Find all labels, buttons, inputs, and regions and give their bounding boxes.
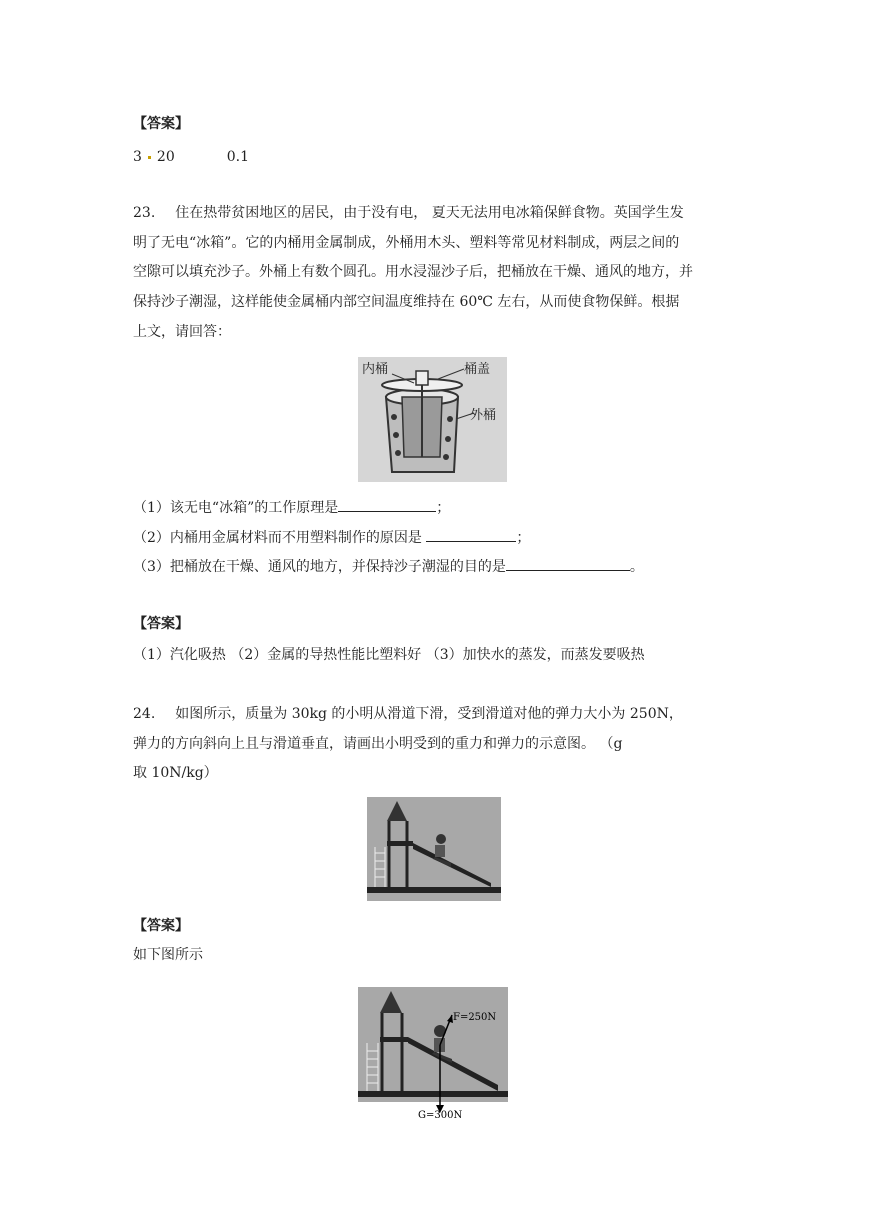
slide-figure: [367, 797, 501, 901]
force-f-label: F=250N: [453, 1012, 497, 1023]
q22-answer-value-3: 0.1: [226, 149, 250, 165]
mark-dot: [148, 156, 151, 159]
q23-line-4: 保持沙子潮湿，这样能使金属桶内部空间温度维持在 60℃ 左右，从而使食物保鲜。根据: [133, 294, 680, 310]
force-g-label: G=300N: [418, 1110, 463, 1121]
answer-label-22: 【答案】: [133, 116, 189, 132]
q23-answer: （1）汽化吸热 （2）金属的导热性能比塑料好 （3）加快水的蒸发，而蒸发要吸热: [133, 647, 645, 663]
label-lid: 桶盖: [464, 362, 491, 377]
q23-sub-2: （2）内桶用金属材料而不用塑料制作的原因是 ；: [133, 527, 530, 548]
slide-answer-figure: [358, 987, 508, 1122]
q22-answer-value-1: 3: [133, 149, 142, 165]
label-outer: 外桶: [470, 408, 497, 423]
label-inner: 内桶: [362, 362, 389, 377]
q23-sub-3: （3）把桶放在干燥、通风的地方，并保持沙子潮湿的目的是 。: [133, 556, 644, 577]
bucket-figure: [358, 357, 507, 482]
q24-answer-text: 如下图所示: [133, 947, 203, 963]
q23-line-1: 23. 住在热带贫困地区的居民，由于没有电， 夏天无法用电冰箱保鲜食物。英国学生发: [133, 205, 684, 221]
q23-line-5: 上文，请回答：: [133, 324, 231, 340]
q24-line-2: 弹力的方向斜向上且与滑道垂直，请画出小明受到的重力和弹力的示意图。 （g: [133, 736, 623, 752]
answer-label-24: 【答案】: [133, 918, 189, 934]
q22-answer-value-2: 20: [156, 149, 175, 165]
blank-1[interactable]: [338, 497, 436, 512]
q24-number: 24.: [133, 706, 156, 722]
q23-line-3: 空隙可以填充沙子。外桶上有数个圆孔。用水浸湿沙子后，把桶放在干燥、通风的地方，并: [133, 264, 693, 280]
answer-label-23: 【答案】: [133, 616, 189, 632]
q22-answer: [133, 147, 249, 167]
q24-line-1: 24. 如图所示，质量为 30kg 的小明从滑道下滑，受到滑道对他的弹力大小为 250N，: [133, 706, 683, 722]
q23-line-2: 明了无电“冰箱”。它的内桶用金属制成，外桶用木头、塑料等常见材料制成，两层之间的: [133, 235, 680, 251]
q23-number: 23.: [133, 205, 156, 221]
q23-sub-1: （1）该无电“冰箱”的工作原理是 ；: [133, 497, 450, 518]
blank-3[interactable]: [506, 556, 630, 571]
blank-2[interactable]: [426, 527, 516, 542]
q24-line-3: 取 10N/kg）: [133, 765, 218, 781]
